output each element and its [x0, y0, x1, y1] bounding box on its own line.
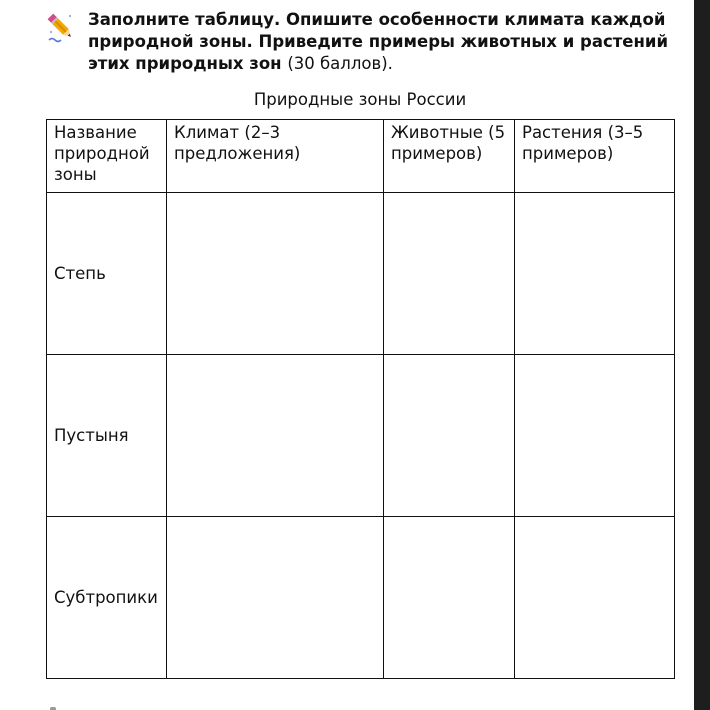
plants-cell[interactable] [515, 355, 675, 517]
header-zone-name: Название природной зоны [47, 120, 167, 193]
plants-cell[interactable] [515, 193, 675, 355]
task-text: Заполните таблицу. Опишите особенности климата каждой природной зоны. Приведите примеры животных и растений этих природных зон [88, 10, 669, 73]
zone-name-cell: Субтропики [47, 517, 167, 679]
task-instructions [88, 9, 688, 75]
task-points: (30 баллов). [287, 54, 393, 73]
climate-cell[interactable] [167, 517, 384, 679]
animals-cell[interactable] [384, 517, 515, 679]
animals-cell[interactable] [384, 193, 515, 355]
table-title: Природные зоны России [253, 90, 467, 109]
zone-name-cell: Степь [47, 193, 167, 355]
climate-cell[interactable] [167, 193, 384, 355]
table-row [47, 355, 675, 517]
climate-cell[interactable] [167, 355, 384, 517]
table-header-row [47, 120, 675, 193]
animals-cell[interactable] [384, 355, 515, 517]
header-climate: Климат (2–3 предложения) [167, 120, 384, 193]
header-animals: Животные (5 примеров) [384, 120, 515, 193]
plants-cell[interactable] [515, 517, 675, 679]
header-plants: Растения (3–5 примеров) [515, 120, 675, 193]
zone-name-cell: Пустыня [47, 355, 167, 517]
natural-zones-table [46, 119, 675, 679]
pencil-icon [46, 10, 76, 44]
table-row [47, 517, 675, 679]
table-row [47, 193, 675, 355]
